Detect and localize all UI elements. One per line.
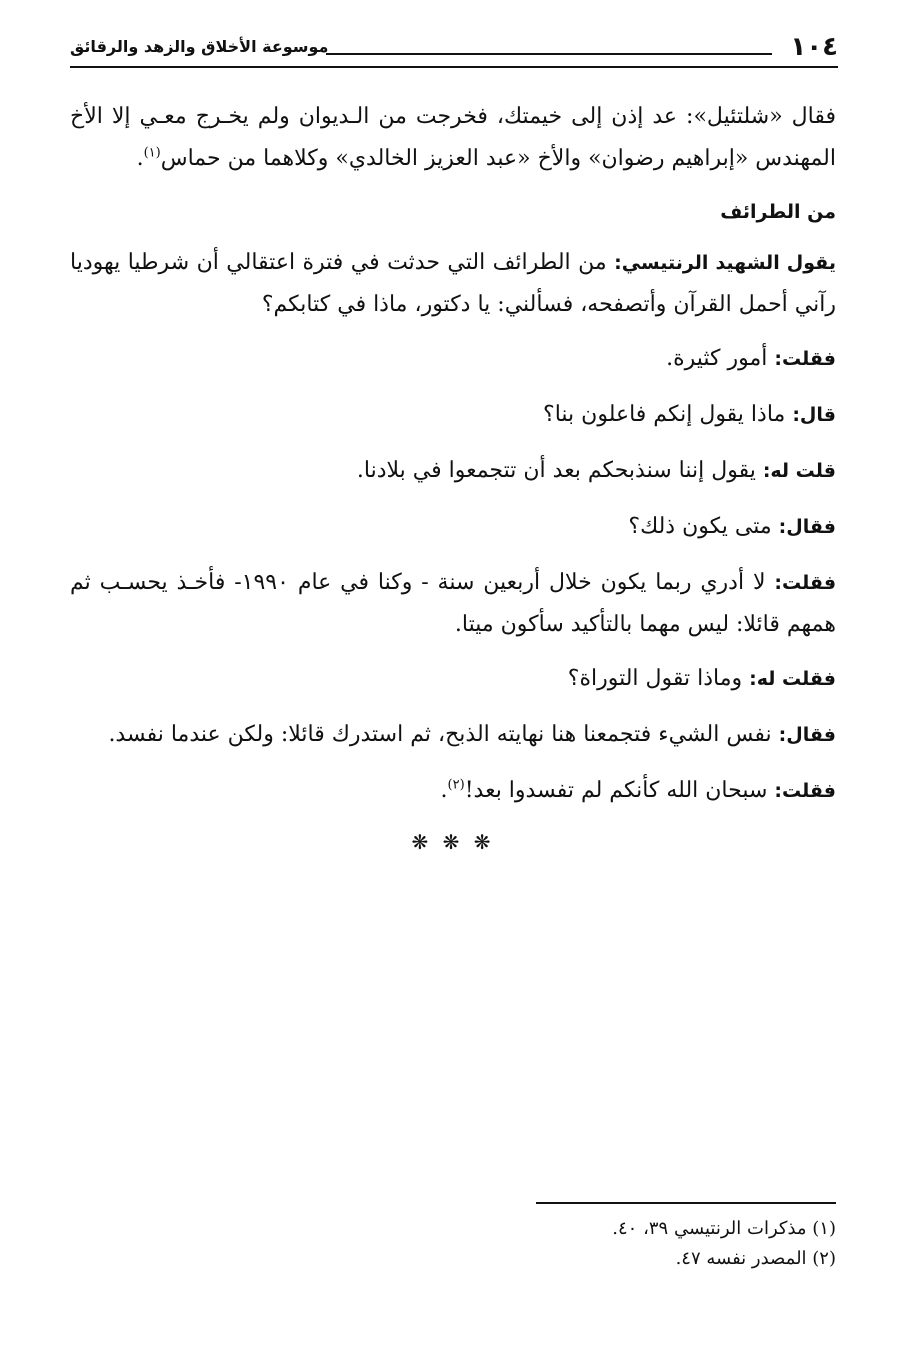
dialogue-line (70, 714, 836, 756)
dialogue-text: سبحان الله كأنكم لم تفسدوا بعد! (464, 778, 775, 803)
header-rule (70, 66, 838, 68)
header-dash (326, 53, 772, 55)
footnote: (١) مذكرات الرنتيسي ٣٩، ٤٠. (612, 1218, 836, 1239)
footnote-ref: (٢) (447, 777, 465, 793)
dialogue-text: يقول إننا سنذبحكم بعد أن تتجمعوا في بلادنا. (356, 458, 763, 483)
paragraph-text: من الطرائف التي حدثت في فترة اعتقالي أن شرطيا يهوديا رآني أحمل القرآن وأتصفحه، فسألني: يا دكتور، ماذا في كتابكم؟ (70, 250, 836, 317)
page-body (70, 96, 836, 854)
speaker-lead: يقول الشهيد الرنتيسي: (614, 252, 836, 274)
dialogue-line (70, 562, 836, 646)
speaker-lead: فقلت: (774, 348, 836, 370)
book-title: موسوعة الأخلاق والزهد والرقائق (70, 37, 329, 56)
dialogue-text: وماذا تقول التوراة؟ (567, 666, 750, 691)
speaker-lead: فقلت له: (749, 668, 836, 690)
speaker-lead: فقال: (778, 724, 836, 746)
page-number: ١٠٤ (790, 32, 838, 62)
footnotes (300, 1214, 836, 1274)
speaker-lead: قال: (792, 404, 836, 426)
footnote-ref: (١) (143, 145, 161, 161)
section-separator: ❋ ❋ ❋ (411, 830, 495, 854)
dialogue-line (70, 658, 836, 700)
footnote: (٢) المصدر نفسه ٤٧. (675, 1248, 836, 1269)
dialogue-text: أمور كثيرة. (666, 346, 775, 371)
paragraph (70, 96, 836, 180)
speaker-lead: قلت له: (762, 460, 836, 482)
dialogue-text: نفس الشيء فتجمعنا هنا نهايته الذبح، ثم استدرك قائلا: ولكن عندما نفسد. (108, 722, 779, 747)
paragraph-text: فقال «شلتئيل»: عد إذن إلى خيمتك، فخرجت من الـديوان ولم يخـرج معـي إلا الأخ المهندس «إبراهيم رضوان» والأخ «عبد العزيز الخالدي» وكلاهما من حماس (70, 104, 836, 171)
dialogue-text: متى يكون ذلك؟ (628, 514, 779, 539)
dialogue-line (70, 506, 836, 548)
speaker-lead: فقال: (778, 516, 836, 538)
speaker-lead: فقلت: (774, 780, 836, 802)
paragraph-end: . (136, 146, 144, 171)
dialogue-text: لا أدري ربما يكون خلال أربعين سنة - وكنا في عام ١٩٩٠- فأخـذ يحسـب ثم همهم قائلا: ليس مهما بالتأكيد سأكون ميتا. (70, 570, 836, 637)
dialogue-text: ماذا يقول إنكم فاعلون بنا؟ (543, 402, 793, 427)
paragraph (70, 242, 836, 326)
running-header (70, 30, 838, 66)
section-heading: من الطرائف (720, 201, 836, 223)
dialogue-line (70, 450, 836, 492)
footnote-rule (536, 1202, 836, 1204)
paragraph-end: . (440, 778, 448, 803)
dialogue-line (70, 394, 836, 436)
dialogue-line (70, 338, 836, 380)
speaker-lead: فقلت: (774, 572, 837, 594)
dialogue-line (70, 770, 836, 812)
